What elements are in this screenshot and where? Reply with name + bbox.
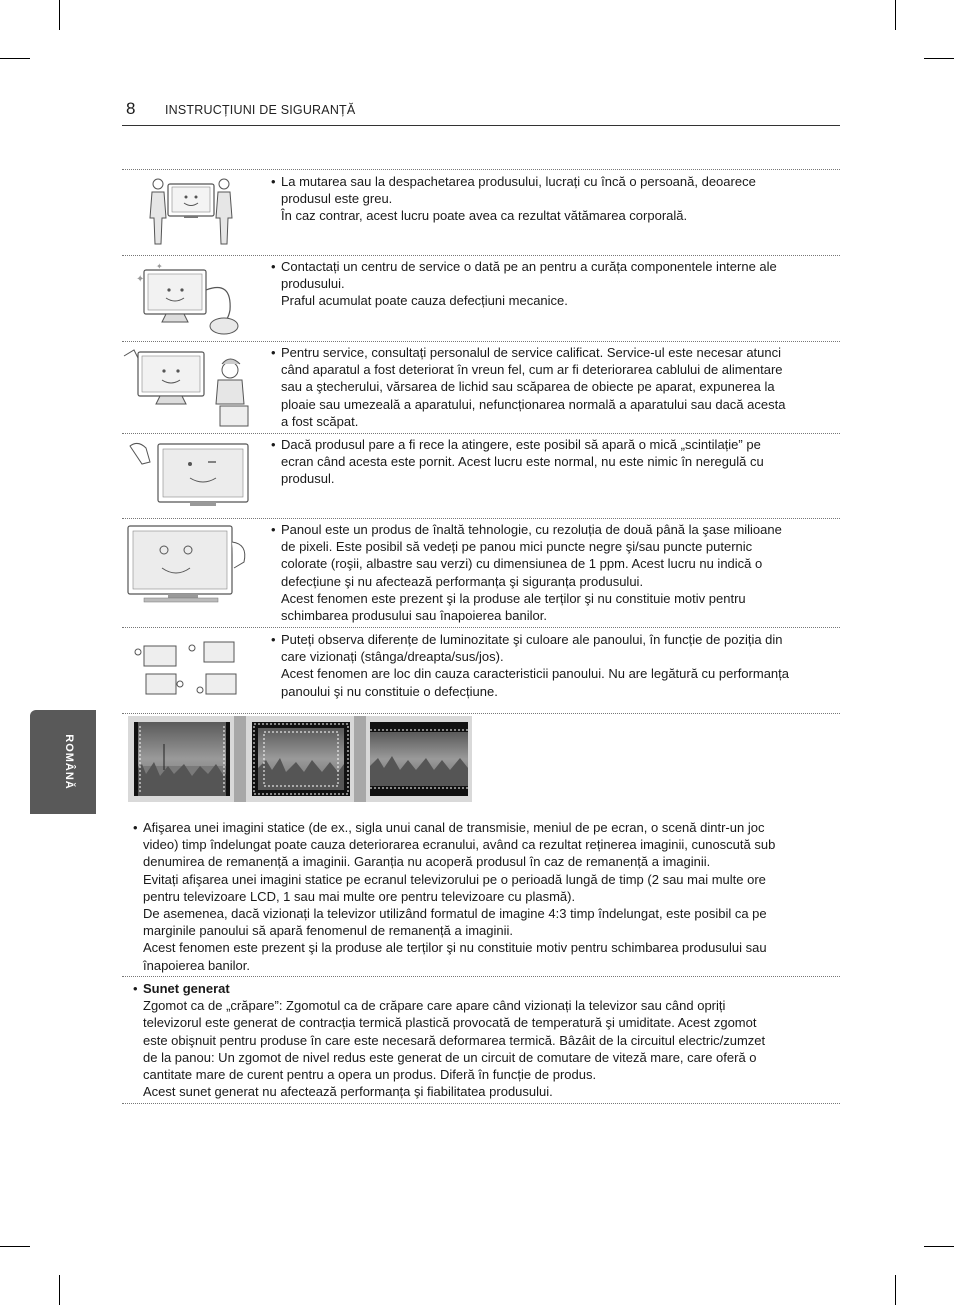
bullet-row-qualified-service <box>271 344 836 430</box>
svg-text:✦: ✦ <box>156 262 163 271</box>
language-tab <box>30 710 96 814</box>
row-line: de pixeli. Este posibil să vedeți pe panou mici puncte negre şi/sau puncte puternic <box>281 539 753 555</box>
section-title: INSTRUCȚIUNI DE SIGURANȚĂ <box>165 103 356 117</box>
bullet-icon: • <box>271 345 276 360</box>
page-number: 8 <box>126 99 136 118</box>
crop-mark <box>59 0 60 30</box>
row-line: produsul. <box>281 471 335 487</box>
row-line: când aparatul a fost deteriorat în vreun fel, cum ar fi deteriorarea cablului de alimentare <box>281 362 783 378</box>
row-line: ploaie sau umezeală a aparatului, nefuncționarea normală a aparatului sau dacă acesta <box>281 396 786 412</box>
bullet-icon: • <box>271 522 276 537</box>
row-line: defecțiune şi nu afectează performanța şi siguranța produsului. <box>281 573 644 589</box>
paragraph-line: de la panou: Un zgomot de nivel redus este generat de un circuit de comutare de viteză mare, care oferă o <box>143 1049 757 1065</box>
paragraph-line: este obişnuit pentru produse în care este necesară deformarea termică. Bâzâit de la circuitul electric/zumzet <box>143 1032 766 1048</box>
bullet-icon: • <box>133 981 138 996</box>
bullet-icon: • <box>133 820 138 835</box>
language-tab-label: ROMÂNĂ <box>63 734 75 790</box>
row-divider <box>122 518 840 519</box>
tv-pixel-panel-illustration <box>124 522 252 606</box>
two-people-carrying-tv-illustration <box>146 176 236 248</box>
paragraph-line: Acest fenomen este prezent şi la produse ale terților şi nu constituie motiv pentru schimbarea produsului sau <box>143 940 767 956</box>
row-divider <box>122 169 840 170</box>
bullet-icon: • <box>271 259 276 274</box>
retention-photo-zoom <box>252 722 350 796</box>
row-line: Dacă produsul pare a fi rece la atingere, este posibil să apară o mică „scintilație” pe <box>281 437 761 452</box>
tv-scintillation-illustration <box>128 438 250 514</box>
retention-photo-letterbox <box>370 722 468 796</box>
header-rule <box>122 125 840 126</box>
row-line: panoului şi nu constituie o defecțiune. <box>281 683 498 699</box>
paragraph-line: înapoierea banilor. <box>143 957 250 973</box>
paragraph-line: De asemenea, dacă vizionați la televizor utilizând formatul de imagine 4:3 timp îndelungat, este posibil ca pe <box>143 906 767 922</box>
viewing-angle-illustration <box>132 634 242 702</box>
bullet-row-scintillation <box>271 436 836 488</box>
crop-mark <box>59 1275 60 1305</box>
paragraph-line: denumirea de remanență a imaginii. Garanția nu acoperă produsul în caz de remanență a imaginii. <box>143 854 711 870</box>
photo-separator <box>354 716 366 802</box>
paragraph-line: Afişarea unei imagini statice (de ex., sigla unui canal de transmisie, meniul de pe ecran, o scenă dintr-un joc <box>143 820 765 835</box>
crop-mark <box>0 58 30 59</box>
row-divider <box>122 1103 840 1104</box>
row-divider <box>122 627 840 628</box>
svg-text:✦: ✦ <box>136 274 145 285</box>
row-divider <box>122 433 840 434</box>
paragraph-line: Acest sunet generat nu afectează performanța şi fiabilitatea produsului. <box>143 1084 553 1100</box>
photo-separator <box>234 716 246 802</box>
row-line: care vizionați (stânga/dreapta/sus/jos). <box>281 649 504 665</box>
bullet-generated-sound <box>133 980 843 1100</box>
image-retention-examples <box>128 716 472 802</box>
row-divider <box>122 976 840 977</box>
row-line: Acest fenomen este prezent şi la produse ale terților şi nu constituie motiv pentru <box>281 590 746 606</box>
bullet-row-service-center <box>271 258 836 310</box>
tv-service-technician-illustration <box>120 344 256 430</box>
row-line: ecran când acesta este pornit. Acest lucru este normal, nu este nimic în neregulă cu <box>281 454 764 470</box>
row-line: colorate (roşii, albastre sau verzi) cu dimensiunea de 1 ppm. Acest lucru nu indică o <box>281 556 763 572</box>
row-line: Pentru service, consultați personalul de service calificat. Service-ul este necesar atunci <box>281 345 782 360</box>
crop-mark <box>0 1246 30 1247</box>
row-divider <box>122 713 840 714</box>
paragraph-line: pentru televizoare LCD, 1 sau mai multe ore pentru televizoare cu plasmă). <box>143 888 576 904</box>
row-line: Praful acumulat poate cauza defecțiuni mecanice. <box>281 293 568 309</box>
bullet-icon: • <box>271 632 276 647</box>
retention-photo-4-3 <box>134 722 230 796</box>
paragraph-line: marginile panoului să apară fenomenul de remanență a imaginii. <box>143 923 514 939</box>
row-line: sau a ştecherului, vărsarea de lichid sau scăparea de obiecte pe aparat, expunerea la <box>281 379 775 395</box>
bullet-row-viewing-angle <box>271 631 836 700</box>
crop-mark <box>895 0 896 30</box>
bullet-icon: • <box>271 174 276 189</box>
paragraph-line: video) timp îndelungat poate cauza deteriorarea ecranului, având ca rezultat reținerea imaginii, cunoscută sub <box>143 837 776 853</box>
row-line: Puteți observa diferențe de luminozitate şi culoare ale panoului, în funcție de poziția din <box>281 632 783 647</box>
paragraph-line: Zgomot ca de „crăpare”: Zgomotul ca de crăpare care apare când vizionați la televizor sau când opriți <box>143 998 726 1014</box>
row-line: a fost scăpat. <box>281 413 359 429</box>
row-line: În caz contrar, acest lucru poate avea ca rezultat vătămarea corporală. <box>281 208 688 224</box>
row-line: Acest fenomen are loc din cauza caracteristicii panoului. Nu are legătură cu performanța <box>281 666 789 682</box>
tv-cleaning-vacuum-illustration <box>132 260 244 340</box>
row-line: schimbarea produsului sau înapoierea banilor. <box>281 608 547 624</box>
row-divider <box>122 255 840 256</box>
crop-mark <box>895 1275 896 1305</box>
paragraph-line: Evitați afişarea unei imagini statice pe ecranul televizorului pe o perioadă lungă de timp (2 sau mai multe ore <box>143 871 766 887</box>
crop-mark <box>924 58 954 59</box>
row-line: produsul este greu. <box>281 191 393 207</box>
row-line: La mutarea sau la despachetarea produsului, lucrați cu încă o persoană, deoarece <box>281 174 756 189</box>
paragraph-line: cantitate mare de curent pentru a opera un produs. Diferă în funcție de produs. <box>143 1067 597 1083</box>
bullet-static-image <box>133 819 843 974</box>
row-line: produsului. <box>281 276 345 292</box>
crop-mark <box>924 1246 954 1247</box>
row-divider <box>122 341 840 342</box>
paragraph-line: televizorul este generat de contracția termică plastică provocată de temperatură şi umiditate. Acest zgomot <box>143 1015 757 1031</box>
row-line: Panoul este un produs de înaltă tehnologie, cu rezoluția de două până la şase milioane <box>281 522 782 537</box>
generated-sound-title: Sunet generat <box>143 981 230 996</box>
row-line: Contactați un centru de service o dată pe an pentru a curăța componentele interne ale <box>281 259 777 274</box>
bullet-row-moving <box>271 173 836 225</box>
bullet-row-panel-pixels <box>271 521 836 624</box>
bullet-icon: • <box>271 437 276 452</box>
